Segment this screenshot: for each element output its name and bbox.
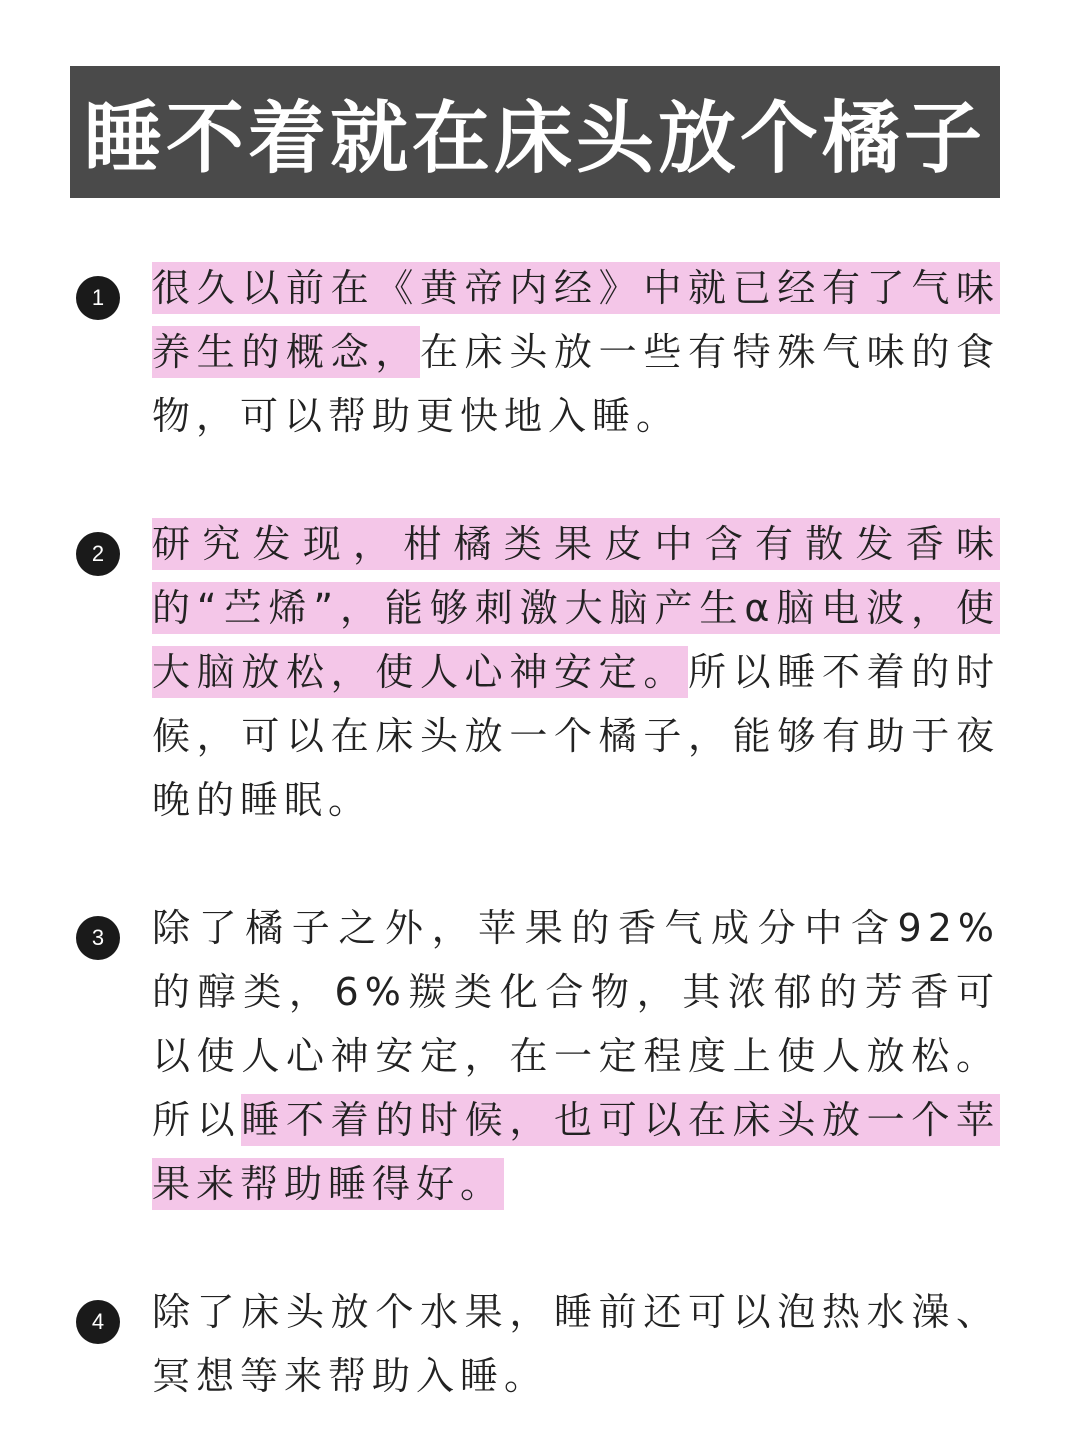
item-paragraph	[152, 256, 1000, 448]
highlighted-text: 很久以前在《黄帝内经》中就已经有了气味养生的概念，	[152, 262, 1000, 378]
highlighted-text: 研究发现，柑橘类果皮中含有散发香味的“苎烯”，能够刺激大脑产生α脑电波，使大脑放松，使人心神安定。	[152, 518, 1000, 698]
number-badge: 4	[76, 1300, 120, 1344]
number-badge: 2	[76, 532, 120, 576]
item-paragraph	[152, 512, 1000, 832]
plain-text: 在床头放一些有特殊气味的食物，可以帮助更快地入睡。	[152, 330, 1000, 438]
title-banner	[70, 66, 1000, 198]
plain-text: 除了床头放个水果，睡前还可以泡热水澡、冥想等来帮助入睡。	[152, 1290, 1000, 1398]
page-title: 睡不着就在床头放个橘子	[83, 94, 986, 184]
item-paragraph	[152, 1280, 1000, 1408]
item-paragraph	[152, 896, 1000, 1216]
plain-text: 除了橘子之外，苹果的香气成分中含92%的醇类，6%羰类化合物，其浓郁的芳香可以使人心神安定，在一定程度上使人放松。所以	[152, 906, 1000, 1142]
number-badge: 1	[76, 276, 120, 320]
plain-text: 所以睡不着的时候，可以在床头放一个橘子，能够有助于夜晚的睡眠。	[152, 650, 1000, 822]
highlighted-text: 睡不着的时候，也可以在床头放一个苹果来帮助睡得好。	[152, 1094, 1000, 1210]
number-badge: 3	[76, 916, 120, 960]
